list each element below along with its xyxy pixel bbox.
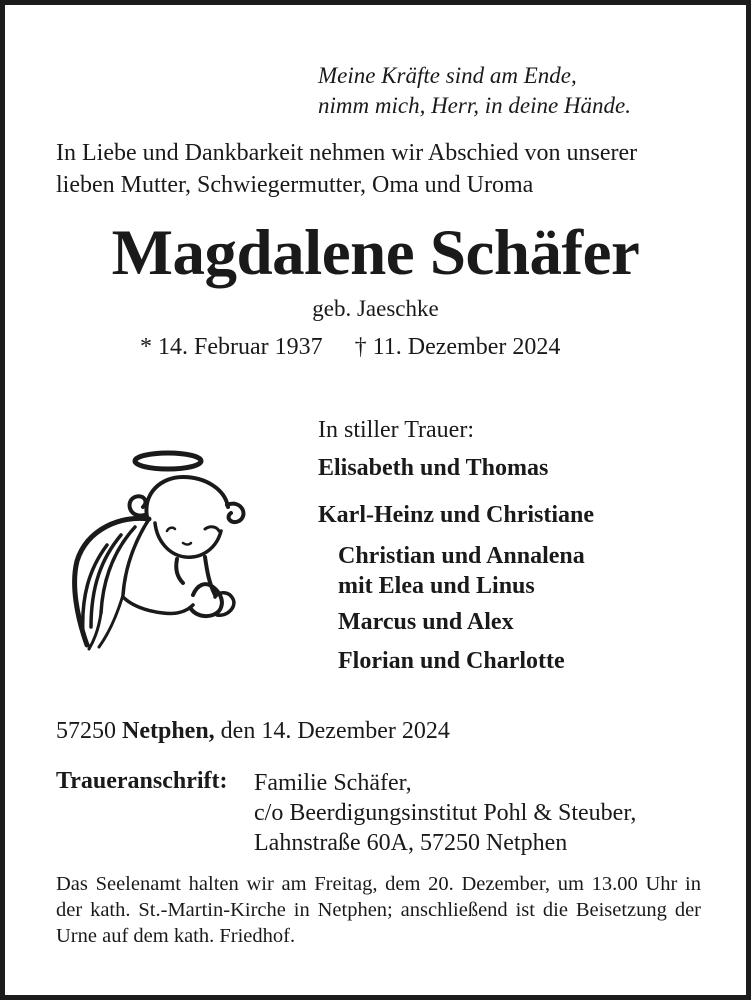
address-line: c/o Beerdigungsinstitut Pohl & Steuber, [254,800,637,826]
maiden-name: geb. Jaeschke [312,296,439,321]
motto-line: Meine Kräfte sind am Ende, [318,63,577,88]
mourner-names [338,541,585,601]
motto-verse [318,61,631,121]
mourner-names: Karl-Heinz und Christiane [318,502,595,528]
service-line: Das Seelenamt halten wir am Freitag, dem 20. Dezember, [56,873,551,895]
address-line: Lahnstraße 60A, 57250 Netphen [254,830,568,856]
death-date: † 11. Dezember 2024 [354,334,561,360]
mourning-address [254,768,636,858]
notice-date: den 14. Dezember 2024 [220,718,450,744]
intro-line: lieben Mutter, Schwiegermutter, Oma und Uroma [56,172,534,198]
address-label: Traueranschrift: [56,768,228,794]
praying-angel-icon [65,445,255,665]
mourner-line: mit Elea und Linus [338,573,535,599]
deceased-name: Magdalene Schäfer [111,217,640,289]
mourner-names: Marcus und Alex [338,609,514,635]
service-information [56,871,701,949]
service-line: um 13.00 Uhr in der kath. St.-Martin-Kirche in Netphen; [56,873,701,921]
intro-line: In Liebe und Dankbarkeit nehmen wir Abschied von unserer [56,140,638,166]
life-dates [140,334,560,361]
motto-line: nimm mich, Herr, in deine Hände. [318,93,632,118]
birth-date: * 14. Februar 1937 [140,334,323,360]
place-and-date [56,718,450,745]
mourner-names: Elisabeth und Thomas [318,455,549,481]
zip-code: 57250 [56,718,116,744]
intro-text [56,137,637,201]
mourners-heading: In stiller Trauer: [318,417,474,443]
mourner-names: Florian und Charlotte [338,648,565,674]
city: Netphen, [122,718,215,744]
mourner-line: Christian und Annalena [338,543,585,569]
service-line: anschließend ist die Beisetzung der Urne auf dem kath. Friedhof. [56,899,701,947]
address-line: Familie Schäfer, [254,770,412,796]
